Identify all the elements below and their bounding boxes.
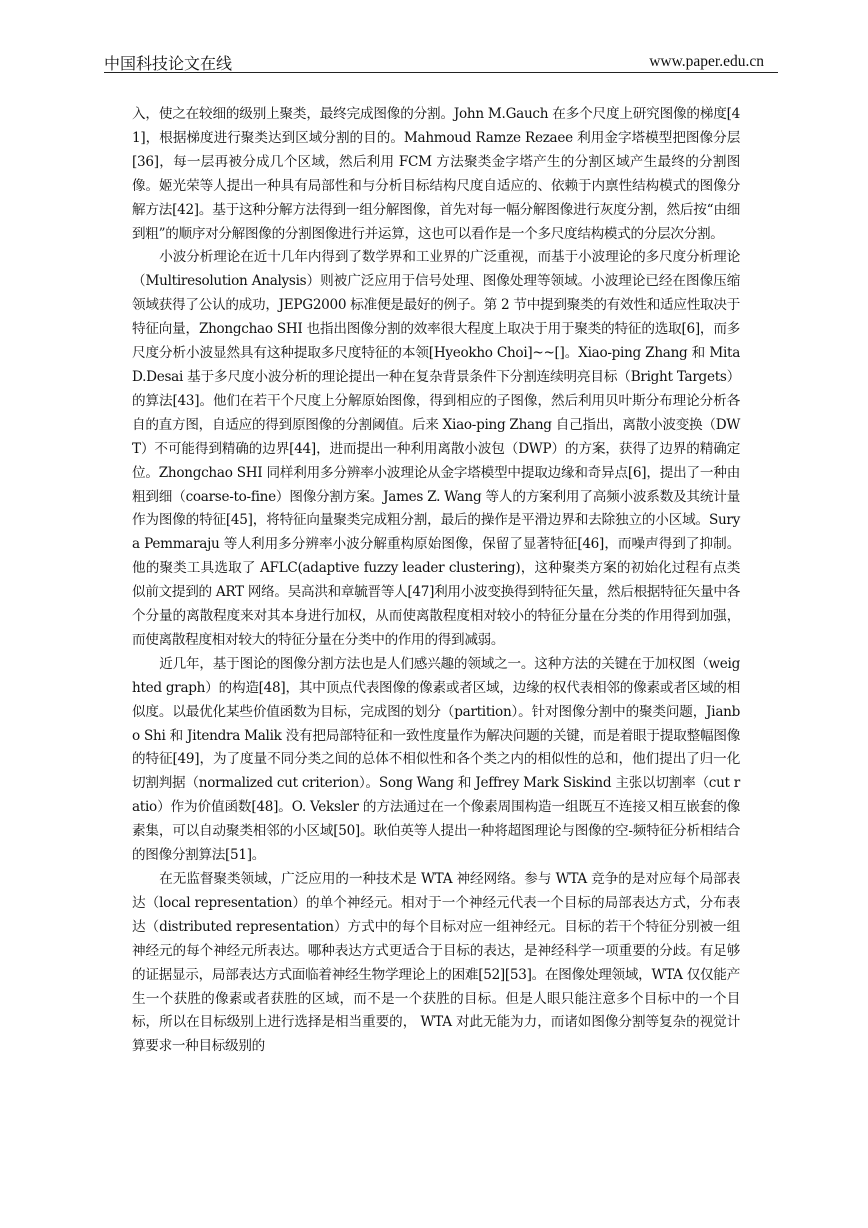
body-text: [132, 103, 740, 1059]
paragraph-4: 在无监督聚类领域，广泛应用的一种技术是 WTA 神经网络。参与 WTA 竞争的是对应每个局部表达（local representation）的单个神经元。相对于一个神经元代表一个目标的局部表达方式，分布表达（distributed representation）方式中的每个目标对应一组神经元。目标的若干个特征分别被一组神经元的每个神经元所表达。哪种表达方式更适合于目标的表达，是神经科学一项重要的分歧。有足够的证据显示，局部表达方式面临着神经生物学理论上的困难[52][53]。在图像处理领域，WTA 仅仅能产生一个获胜的像素或者获胜的区域，而不是一个获胜的目标。但是人眼只能注意多个目标中的一个目标，所以在目标级别上进行选择是相当重要的， WTA 对此无能为力，而诸如图像分割等复杂的视觉计算要求一种目标级别的: [132, 871, 740, 1055]
site-name: 中国科技论文在线: [104, 54, 233, 73]
site-url[interactable]: www.paper.edu.cn: [649, 53, 764, 70]
paragraph-2: 小波分析理论在近十几年内得到了数学界和工业界的广泛重视，而基于小波理论的多尺度分析理论（Multiresolution Analysis）则被广泛应用于信号处理、图像处理等领域。小波理论已经在图像压缩领域获得了公认的成功，JEPG2000 标准便是最好的例子。第 2 节中提到聚类的有效性和适应性取决于特征向量，Zhongchao SHI 也指出图像分割的效率很大程度上取决于用于聚类的特征的选取[6]，而多尺度分析小波显然具有这种提取多尺度特征的本领[Hyeokho Choi]~~[]。Xiao-ping Zhang 和 Mita D.Desai 基于多尺度小波分析的理论提出一种在复杂背景条件下分割连续明亮目标（Bright Targets）的算法[43]。他们在若干个尺度上分解原始图像，得到相应的子图像，然后利用贝叶斯分布理论分析各自的直方图，自适应的得到原图像的分割阈值。后来 Xiao-ping Zhang 自己指出，离散小波变换（DWT）不可能得到精确的边界[44]，进而提出一种利用离散小波包（DWP）的方案，获得了边界的精确定位。Zhongchao SHI 同样利用多分辨率小波理论从金字塔模型中提取边缘和奇异点[6]，提出了一种由粗到细（coarse-to-fine）图像分割方案。James Z. Wang 等人的方案利用了高频小波系数及其统计量作为图像的特征[45]，将特征向量聚类完成粗分割，最后的操作是平滑边界和去除独立的小区域。Surya Pemmaraju 等人利用多分辨率小波分解重构原始图像，保留了显著特征[46]，而噪声得到了抑制。他的聚类工具选取了 AFLC(adaptive fuzzy leader clustering)，这种聚类方案的初始化过程有点类似前文提到的 ART 网络。吴高洪和章毓晋等人[47]利用小波变换得到特征矢量，然后根据特征矢量中各个分量的离散程度来对其本身进行加权，从而使离散程度相对较小的特征分量在分类的作用得到加强，而使离散程度相对较大的特征分量在分类中的作用的得到减弱。: [132, 249, 740, 648]
page-header: [104, 50, 778, 73]
paragraph-3: 近几年，基于图论的图像分割方法也是人们感兴趣的领域之一。这种方法的关键在于加权图（weighted graph）的构造[48]，其中顶点代表图像的像素或者区域，边缘的权代表相邻的像素或者区域的相似度。以最优化某些价值函数为目标，完成图的划分（partition）。针对图像分割中的聚类问题，Jianbo Shi 和 Jitendra Malik 没有把局部特征和一致性度量作为解决问题的关键，而是着眼于提取整幅图像的特征[49]，为了度量不同分类之间的总体不相似性和各个类之内的相似性的总和，他们提出了归一化切割判据（normalized cut criterion）。Song Wang 和 Jeffrey Mark Siskind 主张以切割率（cut ratio）作为价值函数[48]。O. Veksler 的方法通过在一个像素周围构造一组既互不连接又相互嵌套的像素集，可以自动聚类相邻的小区域[50]。耿伯英等人提出一种将超图理论与图像的空-频特征分析相结合的图像分割算法[51]。: [132, 655, 740, 864]
paragraph-1: 入，使之在较细的级别上聚类，最终完成图像的分割。John M.Gauch 在多个尺度上研究图像的梯度[41]，根据梯度进行聚类达到区域分割的目的。Mahmoud Ramze Rezaee 利用金字塔模型把图像分层[36]，每一层再被分成几个区域，然后利用 FCM 方法聚类金字塔产生的分割区域产生最终的分割图像。姬光荣等人提出一种具有局部性和与分析目标结构尺度自适应的、依赖于内禀性结构模式的图像分解方法[42]。基于这种分解方法得到一组分解图像，首先对每一幅分解图像进行灰度分割，然后按“由细到粗”的顺序对分解图像的分割图像进行并运算，这也可以看作是一个多尺度结构模式的分层次分割。: [132, 106, 740, 242]
